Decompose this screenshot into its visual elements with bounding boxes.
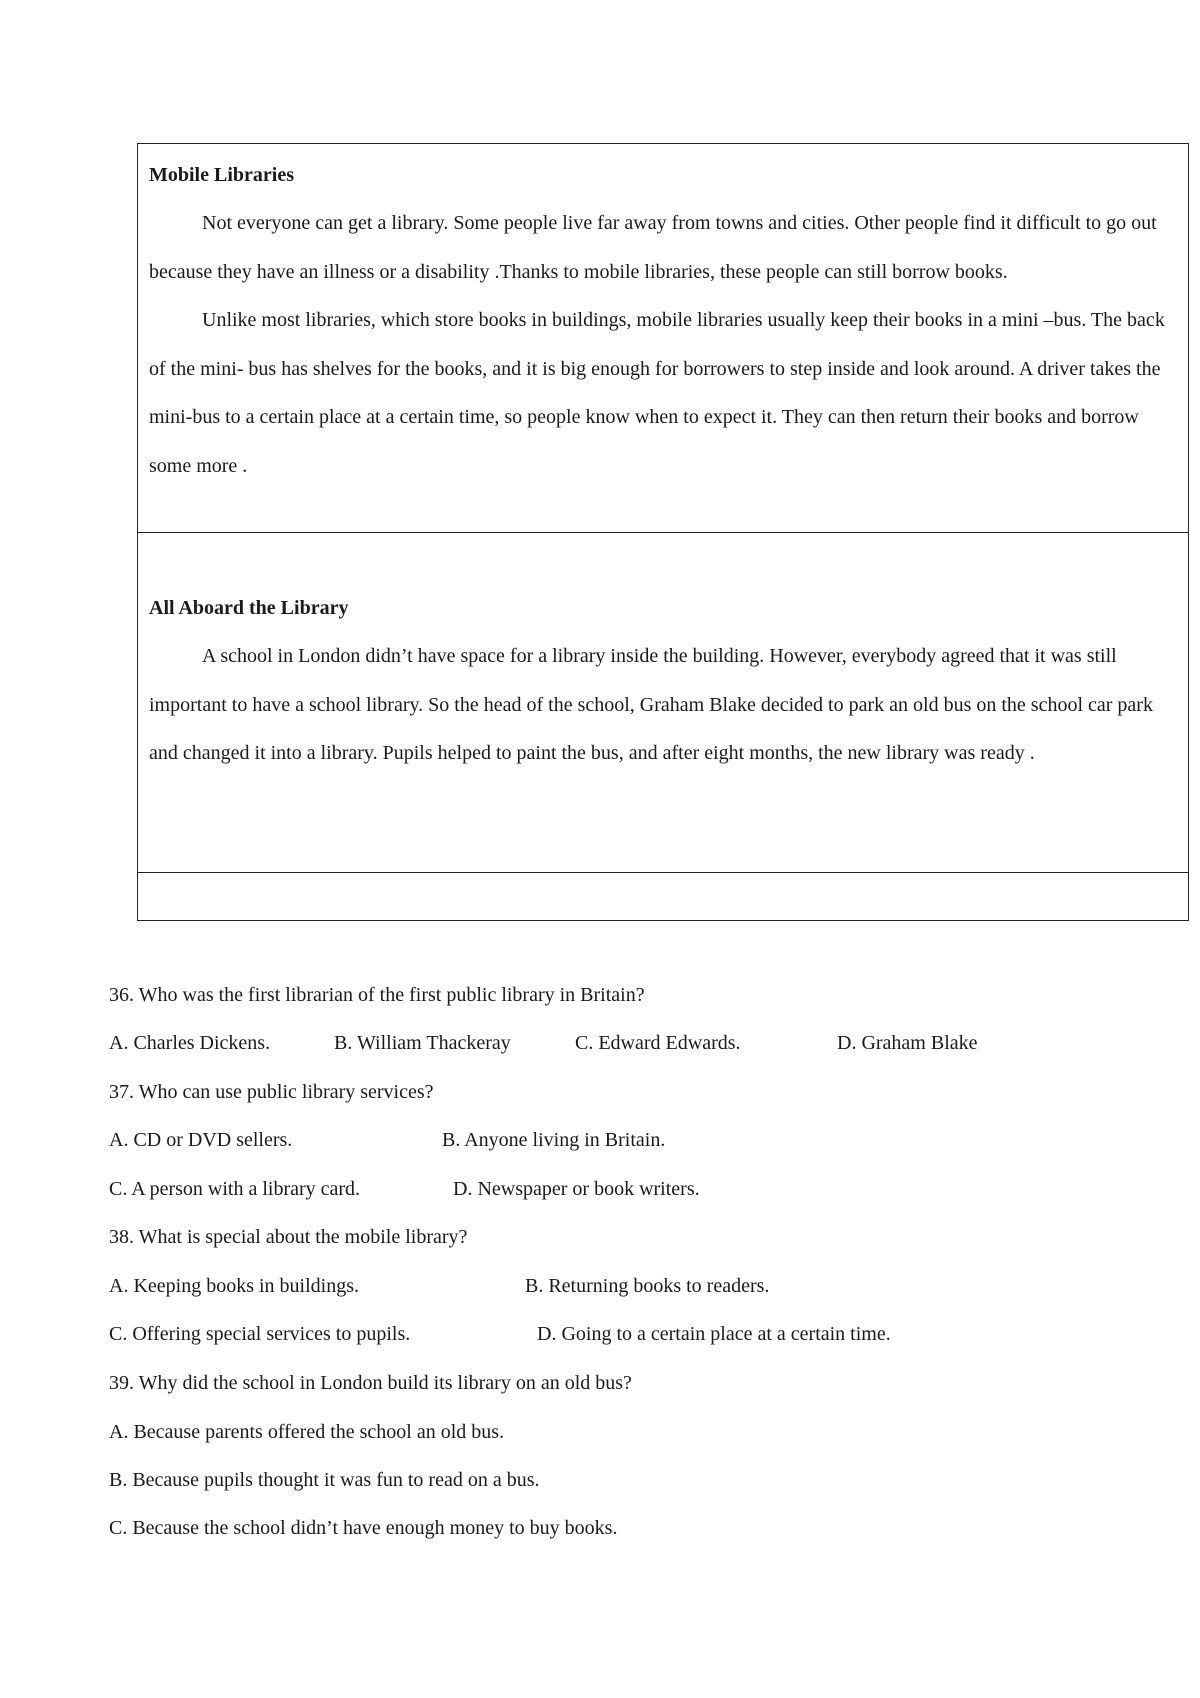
passage-paragraph: A school in London didn’t have space for a library inside the building. However, everybody agreed that it was still important to have a school library. So the head of the school, Graham Blake decided to park an old bus on the school car park and changed it into a library. Pupils helped to paint the bus, and after eight months, the new library was ready . — [149, 645, 1153, 764]
answer-option: C. Because the school didn’t have enough money to buy books. — [109, 1517, 618, 1539]
passage-mobile-libraries — [137, 143, 1189, 533]
answer-option: D. Graham Blake — [837, 1032, 978, 1054]
answer-option: D. Going to a certain place at a certain time. — [537, 1323, 891, 1345]
question-stem: 39. Why did the school in London build its library on an old bus? — [109, 1372, 632, 1394]
answer-option: C. Offering special services to pupils. — [109, 1323, 411, 1345]
answer-option: B. William Thackeray — [334, 1032, 511, 1054]
answer-option: C. Edward Edwards. — [575, 1032, 741, 1054]
question-stem: 37. Who can use public library services? — [109, 1081, 434, 1103]
passage-paragraph: Unlike most libraries, which store books in buildings, mobile libraries usually keep their books in a mini –bus. The back of the mini- bus has shelves for the books, and it is big enough for borrowers to step inside and look around. A driver takes the mini-bus to a certain place at a certain time, so people know when to expect it. They can then return their books and borrow some more . — [149, 309, 1165, 477]
answer-option: C. A person with a library card. — [109, 1178, 361, 1200]
answer-option: B. Returning books to readers. — [525, 1275, 770, 1297]
answer-option: A. Because parents offered the school an old bus. — [109, 1421, 505, 1443]
passage-all-aboard-the-library — [137, 532, 1189, 873]
answer-option: B. Anyone living in Britain. — [442, 1129, 666, 1151]
answer-option: D. Newspaper or book writers. — [453, 1178, 700, 1200]
passage-title: Mobile Libraries — [149, 164, 294, 186]
empty-table-row — [137, 872, 1189, 921]
answer-option: B. Because pupils thought it was fun to read on a bus. — [109, 1469, 540, 1491]
answer-option: A. Charles Dickens. — [109, 1032, 271, 1054]
answer-option: A. Keeping books in buildings. — [109, 1275, 359, 1297]
question-stem: 36. Who was the first librarian of the first public library in Britain? — [109, 984, 645, 1006]
question-stem: 38. What is special about the mobile library? — [109, 1226, 468, 1248]
passage-paragraph: Not everyone can get a library. Some people live far away from towns and cities. Other people find it difficult to go out because they have an illness or a disability .Thanks to mobile libraries, these people can still borrow books. — [149, 212, 1157, 283]
passage-title: All Aboard the Library — [149, 597, 349, 619]
answer-option: A. CD or DVD sellers. — [109, 1129, 293, 1151]
